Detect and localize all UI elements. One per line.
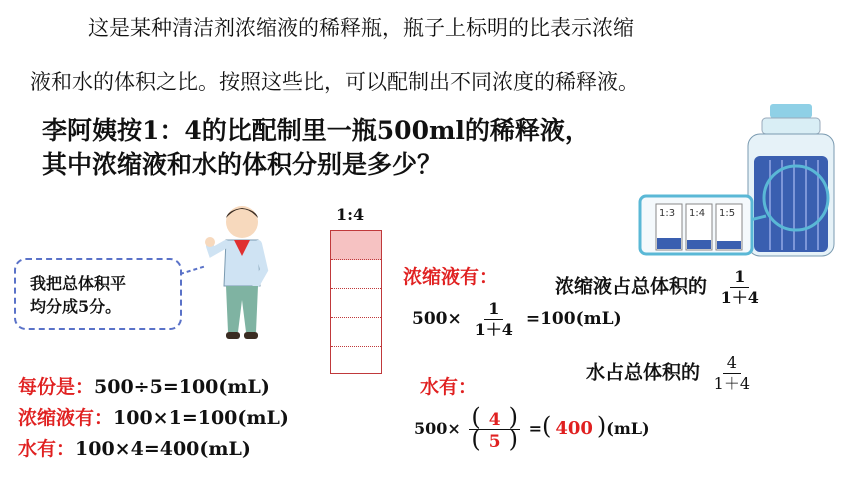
dilution-bottle-illustration bbox=[630, 100, 855, 260]
tube-label-3: 1:5 bbox=[719, 208, 736, 219]
bottle-cap bbox=[770, 104, 812, 118]
calc-prefix: 500× bbox=[412, 309, 462, 329]
water-heading-text: 水有： bbox=[420, 376, 478, 398]
bar-segment-water bbox=[331, 318, 381, 347]
fraction-denominator: 1＋4 bbox=[474, 320, 513, 339]
fraction-denominator: 1＋4 bbox=[720, 288, 759, 307]
boy-illustration bbox=[200, 200, 280, 345]
concentrate-label: 浓缩液有： bbox=[18, 407, 114, 429]
water-calc: 500× $\frac{( 4 )}{( 5 )}$ =( 400 )(mL) bbox=[414, 403, 650, 453]
concentrate-heading-text: 浓缩液有： bbox=[403, 266, 499, 288]
bottle-neck bbox=[762, 118, 820, 134]
calc-prefix: 500× bbox=[414, 419, 461, 438]
water-share-text: 水占总体积的 bbox=[586, 361, 701, 384]
method1-concentrate bbox=[18, 403, 289, 430]
bar-segment-water bbox=[331, 289, 381, 318]
method2-water-heading bbox=[420, 372, 477, 399]
bubble-tail bbox=[180, 262, 210, 282]
concentrate-share-fraction bbox=[717, 268, 763, 307]
bar-segment-water bbox=[331, 260, 381, 289]
bar-segment-water bbox=[331, 347, 381, 376]
fraction-numerator: 1 bbox=[730, 268, 749, 288]
concentrate-calc bbox=[412, 300, 622, 339]
fraction-numerator: 1 bbox=[484, 300, 503, 320]
water-share bbox=[586, 354, 757, 393]
each-label: 每份是： bbox=[18, 376, 95, 398]
question-line-2: 其中浓缩液和水的体积分别是多少？ bbox=[42, 150, 443, 179]
method2-concentrate-heading bbox=[403, 262, 498, 289]
water-blank-fraction: $\frac{( 4 )}{( 5 )}$ bbox=[471, 403, 518, 453]
fraction-numerator: 4 bbox=[723, 354, 741, 374]
water-expression: 100×4=400(mL) bbox=[75, 438, 251, 460]
boy-pants bbox=[226, 286, 258, 332]
speech-bubble bbox=[14, 258, 182, 330]
speech-line-1: 我把总体积平 bbox=[30, 274, 127, 293]
ratio-label: 1:4 bbox=[336, 205, 365, 224]
concentrate-expression: 100×1=100(mL) bbox=[113, 407, 289, 429]
blank-denominator: 5 bbox=[488, 432, 501, 452]
tube-label-1: 1:3 bbox=[659, 208, 676, 219]
question-line-1: 李阿姨按1：4的比配制里一瓶500ml的稀释液， bbox=[42, 116, 590, 145]
boy-head bbox=[226, 206, 258, 238]
concentrate-share-text: 浓缩液占总体积的 bbox=[555, 275, 708, 298]
calc-result: =100(mL) bbox=[525, 309, 622, 329]
result-unit: (mL) bbox=[606, 419, 650, 438]
each-expression: 500÷5=100(mL) bbox=[94, 376, 270, 398]
water-share-fraction bbox=[710, 354, 754, 393]
blank-numerator: 4 bbox=[488, 410, 501, 430]
method1-water bbox=[18, 434, 251, 461]
fraction-denominator: 1＋4 bbox=[713, 374, 751, 393]
ratio-bar bbox=[330, 230, 382, 374]
water-label: 水有： bbox=[18, 438, 76, 460]
intro-line-2: 液和水的体积之比。按照这些比，可以配制出不同浓度的稀释液。 bbox=[30, 70, 639, 94]
tube-label-2: 1:4 bbox=[689, 208, 706, 219]
method1-each bbox=[18, 372, 270, 399]
equals-sign: = bbox=[528, 419, 542, 438]
speech-line-2: 均分成5分。 bbox=[30, 297, 122, 316]
bar-segment-concentrate bbox=[331, 231, 381, 260]
intro-line-1: 这是某种清洁剂浓缩液的稀释瓶，瓶子上标明的比表示浓缩 bbox=[88, 16, 634, 40]
concentrate-calc-fraction bbox=[471, 300, 517, 339]
blank-result: 400 bbox=[555, 418, 593, 439]
